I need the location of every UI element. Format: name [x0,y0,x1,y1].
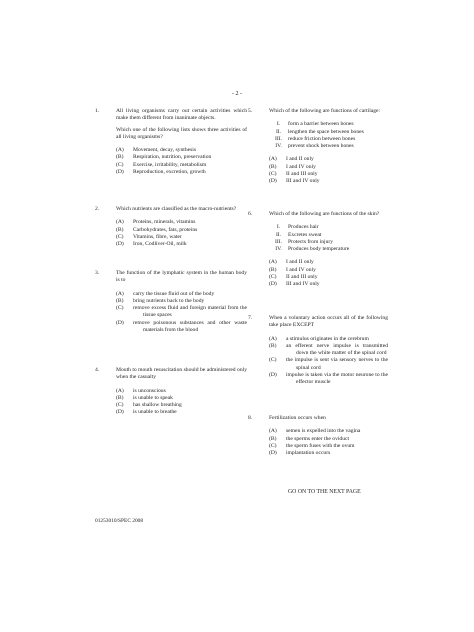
option-a: (A) is unconscious [116,387,166,394]
option-b: (B) the sperms enter the oviduct [269,435,350,442]
option-c: (C) II and III only [269,170,318,177]
question-4 [95,367,247,417]
question-number: 3. [95,270,100,276]
question-3 [95,270,247,334]
option-b: (B) I and IV only [269,163,316,170]
options-list [269,336,388,387]
option-c: (C) the sperm fuses with the ovum [269,442,355,449]
option-b: (B) is unable to speak [116,394,173,401]
question-stem: When a voluntary action occurs all of the following take place EXCEPT [269,315,388,329]
options-list [116,291,247,335]
statement-iii: III. Protects from injury [275,238,334,245]
question-stem: Which nutrients are classified as the macro-nutrients? [116,206,237,212]
option-a: (A) I and II only [269,156,314,163]
question-stem: Which one of the following lists shows three activities of all living organisms? [116,126,247,140]
question-6 [248,211,388,288]
question-7 [248,315,388,386]
option-d: (D) Reproduction, excretion, growth [116,168,206,175]
statement-i: I. Produces hair [276,224,319,231]
option-b: (B) Carbohydrates, fats, proteins [116,226,198,233]
question-1 [95,108,247,176]
options-list [116,147,247,176]
statement-ii: II. Excretes sweat [275,231,322,238]
statement-iv: IV. Produces body temperature [275,246,350,253]
question-number: 7. [248,315,253,321]
question-number: 2. [95,206,100,212]
option-b: (B) an efferent nerve impulse is transmitted down the white matter of the spinal cord [269,342,388,357]
option-c: (C) the impulse is sent via sensory nerves to the spinal cord [269,357,388,371]
question-stem: Which of the following are functions of the skin? [269,211,380,217]
option-a: (A) semen is expelled into the vagina [269,428,361,435]
statement-iv: IV. prevent shock between bones [275,143,354,150]
option-d: (D) III and IV only [269,281,320,288]
option-d: (D) is unable to breathe [116,409,177,416]
option-a: (A) I and II only [269,259,314,266]
next-page-notice: GO ON TO THE NEXT PAGE [288,489,361,495]
options-list [269,428,388,457]
statement-iii: III. reduce friction between bones [275,135,356,142]
question-number: 5. [248,108,253,114]
document-code: 01253010/SPEC 2008 [95,518,144,524]
question-stem: Mouth to mouth resuscitation should be administered only when the casualty [116,367,247,381]
statements-list [269,121,388,150]
question-8 [248,415,388,457]
option-c: (C) has shallow breathing [116,402,182,409]
options-list [116,388,247,417]
statement-i: I. form a barrier between bones [276,121,354,128]
option-c: (C) remove excess fluid and foreign material from the tissue spaces [116,305,247,319]
question-number: 8. [248,415,253,421]
question-2 [95,206,247,248]
question-stem: The function of the lymphatic system in the human body is to [116,270,247,284]
option-d: (D) remove poisonous substances and other waste materials from the blood [116,319,247,333]
question-stem: Which of the following are functions of cartilage: [269,108,381,114]
question-number: 1. [95,108,100,114]
option-d: (D) impulse is taken via the motor neurone to the effector muscle [269,371,388,386]
statement-ii: II. lengthen the space between bones [275,128,364,135]
option-b: (B) Respiration, nutrition, preservation [116,154,212,161]
question-5 [248,108,388,185]
option-b: (B) I and IV only [269,266,316,273]
option-c: (C) II and III only [269,273,318,280]
question-number: 6. [248,211,253,217]
option-d: (D) implantation occurs [269,450,331,457]
options-list [116,219,247,248]
options-list [269,259,388,288]
option-a: (A) Proteins, minerals, vitamins [116,219,196,226]
statements-list [269,224,388,253]
question-stem: All living organisms carry out certain activities which make them different from inanimate objects. [116,108,247,122]
option-c: (C) Exercise, irritability, metabolism [116,161,207,168]
option-c: (C) Vitamins, fibre, water [116,233,182,240]
options-list [269,156,388,185]
option-a: (A) Movement, decay, synthesis [116,147,197,154]
question-stem: Fertilization occurs when [269,415,326,421]
question-number: 4. [95,367,100,373]
option-d: (D) III and IV only [269,178,320,185]
option-a: (A) a stimulus originates in the cerebrum [269,335,369,342]
option-a: (A) carry the tissue fluid out of the body [116,290,215,297]
option-d: (D) Iron, Codliver-Oil, milk [116,241,187,248]
page-number: - 2 - [232,91,242,97]
option-b: (B) bring nutrients back to the body [116,297,205,304]
